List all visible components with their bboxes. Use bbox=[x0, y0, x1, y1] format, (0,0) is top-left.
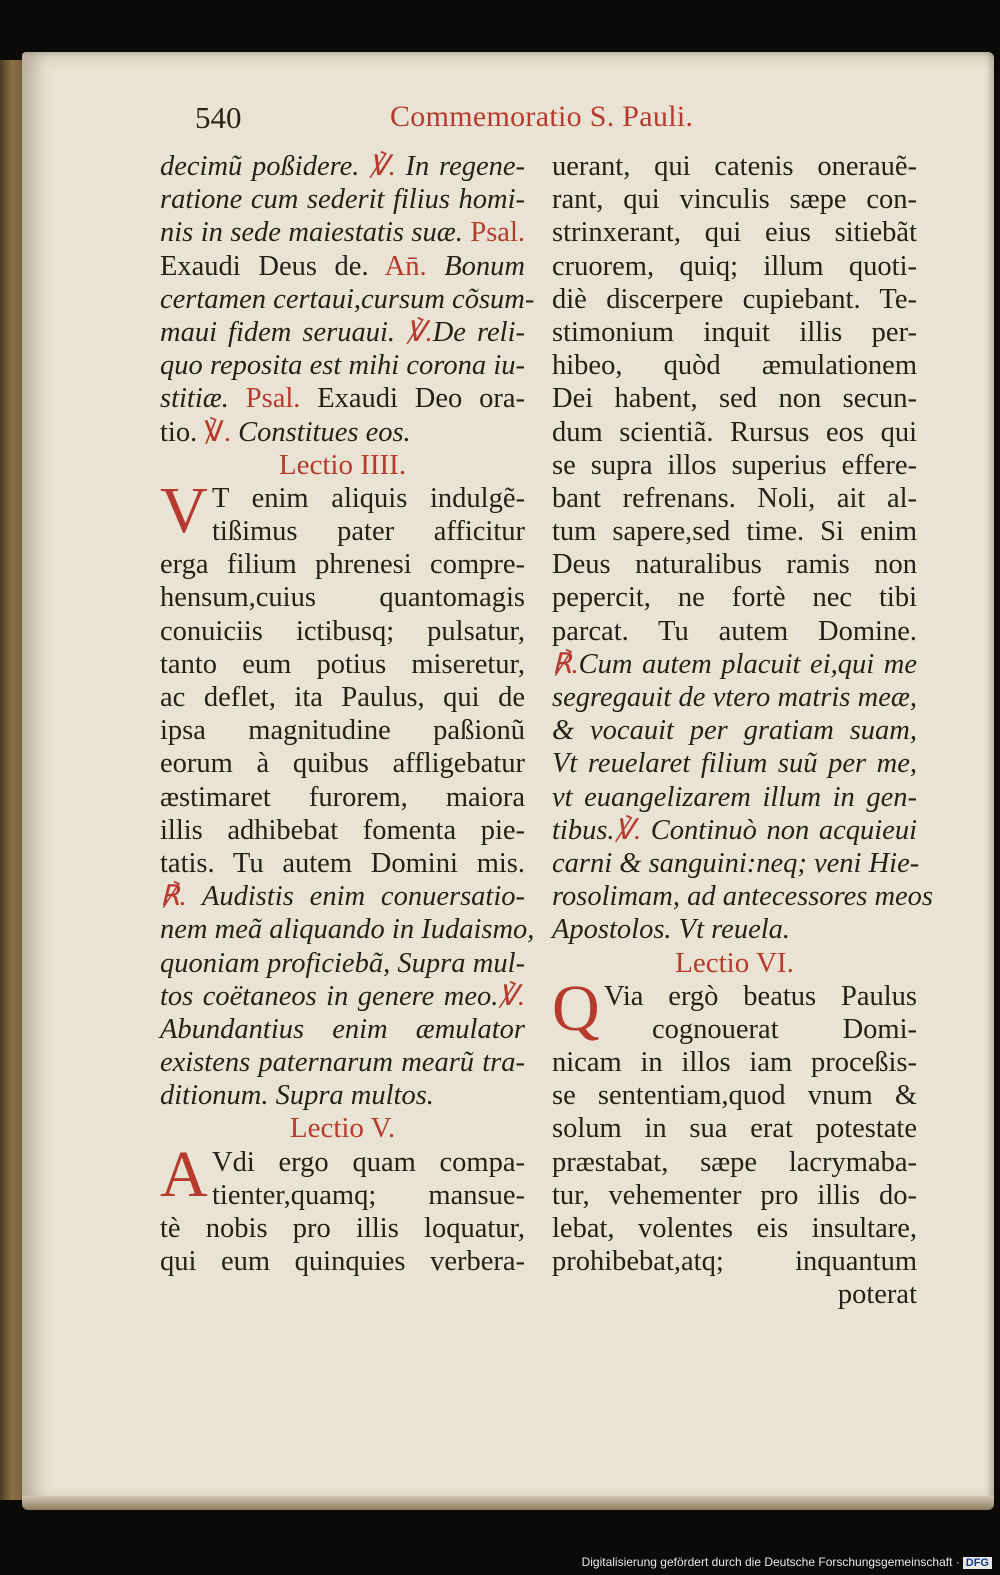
text-line: uerant, qui catenis onerauẽ- bbox=[552, 151, 917, 182]
catchword: poterat bbox=[837, 1279, 917, 1311]
responsory-line: segregauit de vtero matris meæ, bbox=[552, 682, 917, 713]
text-line: hibeo, quòd æmulationem bbox=[552, 350, 917, 382]
text-line: parcat. Tu autem Domine. bbox=[552, 615, 917, 647]
text-line: certamen certaui,cursum cõsum- bbox=[160, 283, 535, 315]
responsory-line: Vt reuelaret filium suũ per me, bbox=[552, 748, 917, 780]
responsory-line: Abundantius enim æmulator bbox=[160, 1013, 525, 1045]
running-title: Commemoratio S. Pauli. bbox=[390, 100, 694, 133]
text-line: tè nobis pro illis loquatur, bbox=[160, 1213, 525, 1244]
text-line: æstimaret furorem, maiora bbox=[160, 781, 525, 813]
lectio-6-heading: Lectio VI. bbox=[675, 946, 794, 979]
drop-cap-v: V bbox=[160, 473, 208, 547]
right-column bbox=[552, 150, 934, 1312]
text-line: cognouerat Domi- bbox=[652, 1013, 917, 1045]
text-line: tanto eum potius miseretur, bbox=[160, 648, 525, 680]
text-line: nicam in illos iam proceßis- bbox=[552, 1047, 917, 1079]
text-line: Exaudi Deus de. An̄. Bonum bbox=[160, 250, 525, 282]
text-line: hensum,cuius quantomagis bbox=[160, 582, 525, 614]
text-line: Vdi ergo quam compa- bbox=[212, 1146, 525, 1178]
text-line: T enim aliquis indulgẽ- bbox=[212, 482, 525, 514]
text-line: ac deflet, ita Paulus, qui de bbox=[160, 682, 525, 713]
text-line: Deus naturalibus ramis non bbox=[552, 549, 917, 581]
text-line: ipsa magnitudine paßionũ bbox=[160, 715, 525, 747]
responsory-line: quoniam proficiebã, Supra mul- bbox=[160, 947, 525, 979]
text-line: stimonium inquit illis per- bbox=[552, 316, 917, 348]
credit-text: Digitalisierung gefördert durch die Deutsche Forschungsgemeinschaft · bbox=[581, 1555, 960, 1569]
text-line: Via ergò beatus Paulus bbox=[604, 980, 917, 1012]
text-line: erga filium phrenesi compre- bbox=[160, 549, 525, 581]
text-line: se sententiam,quod vnum & bbox=[552, 1080, 917, 1112]
text-line: bant refrenans. Noli, ait al- bbox=[552, 482, 917, 514]
text-line: cruorem, quiq; illum quoti- bbox=[552, 250, 917, 282]
text-line: strinxerant, qui eius sitiebãt bbox=[552, 217, 917, 249]
responsory-line: ℟.Cum autem placuit ei,qui me bbox=[552, 648, 917, 680]
text-line: tur, vehementer pro illis do- bbox=[552, 1179, 917, 1211]
text-line: stitiæ. Psal. Exaudi Deo ora- bbox=[160, 383, 526, 415]
text-line: eorum à quibus affligebatur bbox=[160, 748, 525, 780]
responsory-line: ℟. Audistis enim conuersatio- bbox=[160, 881, 525, 913]
page-number: 540 bbox=[195, 100, 242, 135]
digitization-credit bbox=[582, 1555, 992, 1569]
text-line: tio. ℣. Constitues eos. bbox=[160, 416, 411, 448]
responsory-line: & vocauit per gratiam suam, bbox=[552, 715, 917, 747]
responsory-line: Apostolos. Vt reuela. bbox=[552, 914, 791, 946]
text-line: ratione cum sederit filius homi- bbox=[160, 184, 525, 216]
text-line: tienter,quamq; mansue- bbox=[212, 1179, 525, 1211]
lectio-5-heading: Lectio V. bbox=[289, 1112, 396, 1145]
text-line: qui eum quinquies verbera- bbox=[160, 1246, 525, 1278]
text-line: Dei habent, sed non secun- bbox=[552, 383, 917, 415]
text-line: decimũ poßidere. ℣. In regene- bbox=[160, 151, 526, 182]
text-line: pepercit, ne fortè nec tibi bbox=[552, 582, 917, 614]
responsory-line: nem meã aliquando in Iudaismo, bbox=[160, 914, 535, 946]
lectio-4-heading: Lectio IIII. bbox=[278, 448, 407, 481]
page-edge bbox=[22, 1496, 994, 1510]
responsory-line: tos coëtaneos in genere meo.℣. bbox=[160, 980, 525, 1012]
drop-cap-q: Q bbox=[552, 971, 600, 1045]
text-line: solum in sua erat potestate bbox=[552, 1113, 917, 1145]
text-line: tißimus pater afficitur bbox=[212, 516, 525, 548]
page-header bbox=[0, 100, 1000, 140]
text-line: diè discerpere cupiebant. Te- bbox=[552, 283, 917, 315]
text-line: tatis. Tu autem Domini mis. bbox=[160, 847, 525, 879]
text-line: quo reposita est mihi corona iu- bbox=[160, 350, 525, 382]
text-line: conuiciis ictibusq; pulsatur, bbox=[160, 615, 525, 647]
dfg-logo: DFG bbox=[963, 1557, 992, 1569]
text-line: maui fidem seruaui. ℣.De reli- bbox=[160, 316, 525, 348]
responsory-line: tibus.℣. Continuò non acquieui bbox=[552, 814, 917, 846]
text-line: nis in sede maiestatis suæ. Psal. bbox=[160, 217, 525, 249]
responsory-line: rosolimam, ad antecessores meos bbox=[552, 881, 934, 913]
text-line: illis adhibebat fomenta pie- bbox=[160, 814, 525, 846]
text-line: dum scientiã. Rursus eos qui bbox=[552, 416, 917, 448]
text-line: lebat, volentes eis insultare, bbox=[552, 1213, 917, 1244]
text-line: prohibebat,atq; inquantum bbox=[552, 1246, 917, 1278]
responsory-line: vt euangelizarem illum in gen- bbox=[552, 781, 917, 813]
text-line: tum sapere,sed time. Si enim bbox=[552, 516, 917, 548]
lectio-5-paragraph bbox=[160, 1137, 525, 1212]
responsory-line: ditionum. Supra multos. bbox=[160, 1080, 434, 1112]
text-line: se supra illos superius effere- bbox=[552, 449, 917, 481]
text-line: rant, qui vinculis sæpe con- bbox=[552, 184, 917, 216]
text-line: præstabat, sæpe lacrymaba- bbox=[552, 1146, 917, 1178]
drop-cap-a: A bbox=[160, 1137, 208, 1211]
responsory-line: carni & sanguini:neq; veni Hie- bbox=[552, 847, 920, 879]
lectio-4-paragraph bbox=[160, 473, 525, 548]
left-column bbox=[160, 150, 535, 1278]
responsory-line: existens paternarum mearũ tra- bbox=[160, 1047, 525, 1079]
lectio-6-paragraph bbox=[552, 971, 917, 1046]
